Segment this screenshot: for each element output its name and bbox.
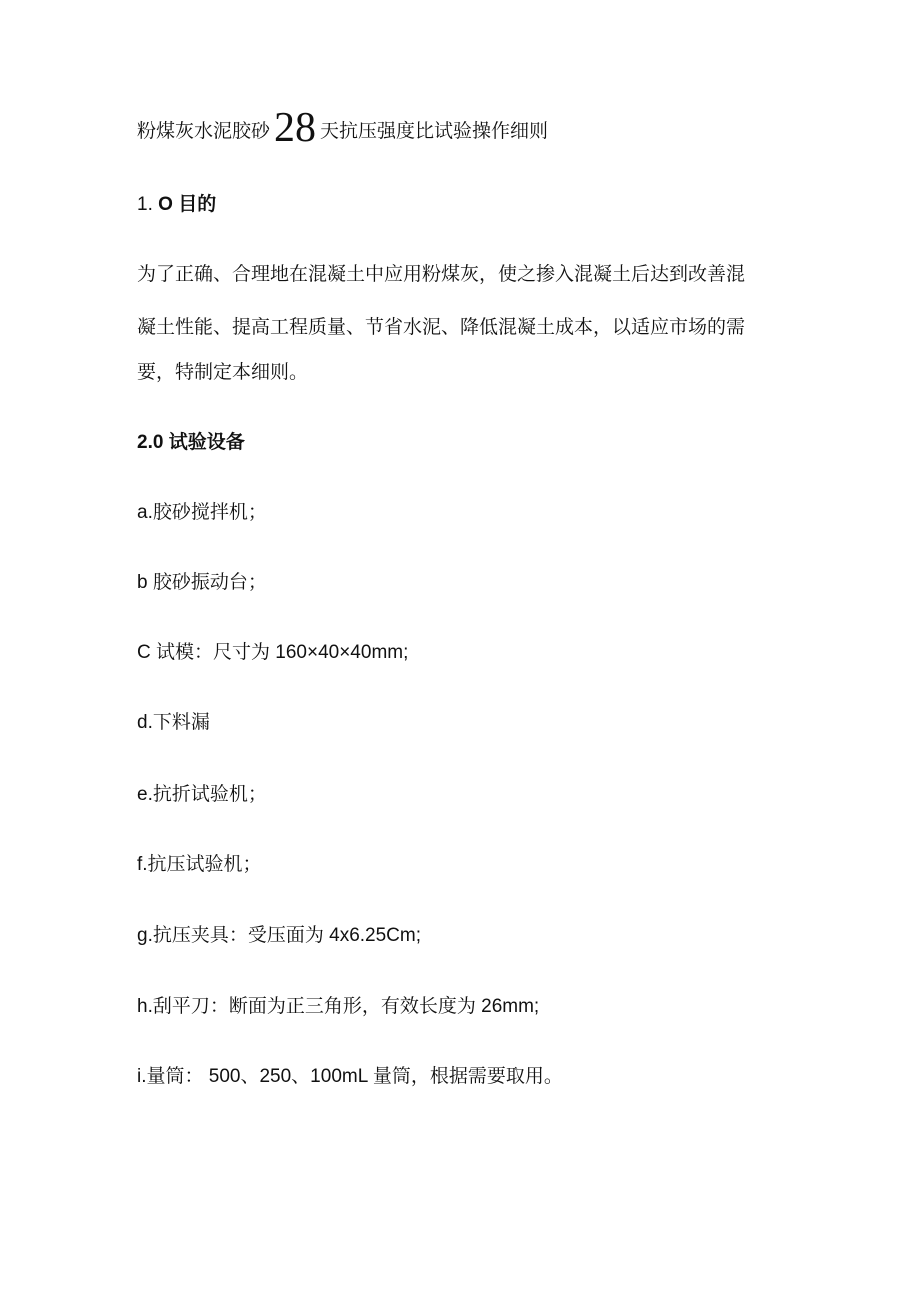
section-1-heading xyxy=(137,193,216,217)
section-1-paragraph-line-1: 为了正确、合理地在混凝土中应用粉煤灰，使之掺入混凝土后达到改善混 xyxy=(137,264,746,285)
equipment-item-g: g.抗压夹具：受压面为 4x6.25Cm; xyxy=(137,925,421,946)
section-1-paragraph-line-3: 要，特制定本细则。 xyxy=(137,362,309,383)
equipment-item-h: h.刮平刀：断面为正三角形，有效长度为 26mm; xyxy=(137,996,540,1017)
section-2-heading: 2.0 试验设备 xyxy=(137,432,245,453)
equipment-item-i: i.量筒： 500、250、100mL 量筒，根据需要取用。 xyxy=(137,1066,563,1087)
title-suffix: 天抗压强度比试验操作细则 xyxy=(320,121,549,142)
equipment-item-f: f.抗压试验机； xyxy=(137,854,262,875)
section-1-paragraph-line-2: 凝土性能、提高工程质量、节省水泥、降低混凝土成本，以适应市场的需 xyxy=(137,317,746,338)
title-number: 28 xyxy=(274,105,317,151)
document-title xyxy=(137,105,549,152)
equipment-item-c: C 试模：尺寸为 160×40×40mm; xyxy=(137,642,409,663)
section-1-title: O 目的 xyxy=(158,194,217,215)
equipment-item-e: e.抗折试验机； xyxy=(137,784,267,805)
section-1-number: 1. xyxy=(137,194,153,215)
equipment-item-a: a.胶砂搅拌机； xyxy=(137,502,267,523)
equipment-item-d: d.下料漏 xyxy=(137,712,210,733)
title-prefix: 粉煤灰水泥胶砂 xyxy=(137,121,271,142)
equipment-item-b: b 胶砂振动台； xyxy=(137,572,267,593)
